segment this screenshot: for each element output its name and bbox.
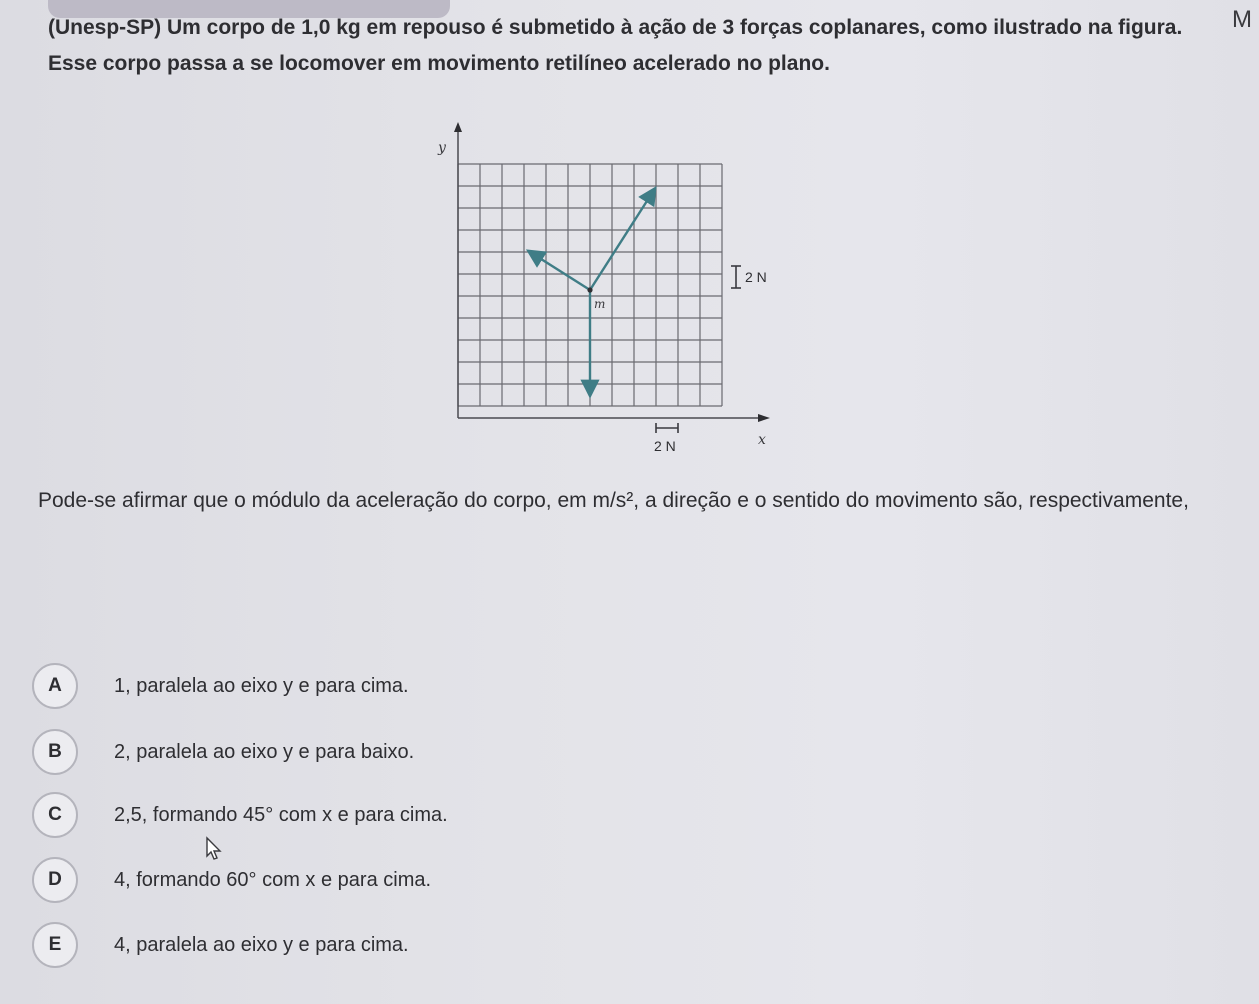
option-text[interactable]: 2, paralela ao eixo y e para baixo. — [114, 740, 415, 763]
option-letter[interactable]: B — [32, 729, 78, 775]
mass-label: m — [594, 297, 606, 311]
y-axis-label: y — [438, 140, 446, 156]
scale-label-horizontal: 2 N — [654, 438, 676, 454]
option-e[interactable] — [32, 922, 409, 968]
option-text[interactable]: 4, paralela ao eixo y e para cima. — [114, 933, 409, 956]
y-axis-arrow — [454, 122, 462, 132]
force-diagram — [430, 118, 790, 458]
scale-label-vertical: 2 N — [745, 269, 767, 285]
question-text: (Unesp-SP) Um corpo de 1,0 kg em repouso é submetido à ação de 3 forças coplanares, como ilustrado na figura. Esse corpo passa a se locomover em movimento retilíneo acelerado no plano. — [48, 16, 1183, 75]
prompt-text: Pode-se afirmar que o módulo da aceleração do corpo, em m/s², a direção e o sentido do movimento são, respectivamente, — [38, 489, 1189, 512]
option-letter[interactable]: A — [32, 663, 78, 709]
option-c[interactable] — [32, 792, 448, 838]
x-axis-arrow — [758, 414, 770, 422]
option-letter[interactable]: C — [32, 792, 78, 838]
option-d[interactable] — [32, 857, 431, 903]
force-vector-up-right — [590, 190, 654, 290]
scale-bar-vertical — [731, 266, 741, 288]
option-b[interactable] — [32, 729, 414, 775]
option-letter[interactable]: D — [32, 857, 78, 903]
option-a[interactable] — [32, 663, 409, 709]
option-text[interactable]: 4, formando 60° com x e para cima. — [114, 868, 432, 891]
option-text[interactable]: 2,5, formando 45° com x e para cima. — [114, 803, 448, 826]
option-text[interactable]: 1, paralela ao eixo y e para cima. — [114, 674, 409, 697]
option-letter[interactable]: E — [32, 922, 78, 968]
mouse-cursor-icon — [205, 836, 225, 867]
mass-point — [587, 287, 592, 292]
scale-bar-horizontal — [656, 423, 678, 433]
x-axis-label: x — [758, 432, 766, 448]
edge-letter: M — [1232, 6, 1252, 33]
force-vector-up-left — [530, 252, 590, 290]
